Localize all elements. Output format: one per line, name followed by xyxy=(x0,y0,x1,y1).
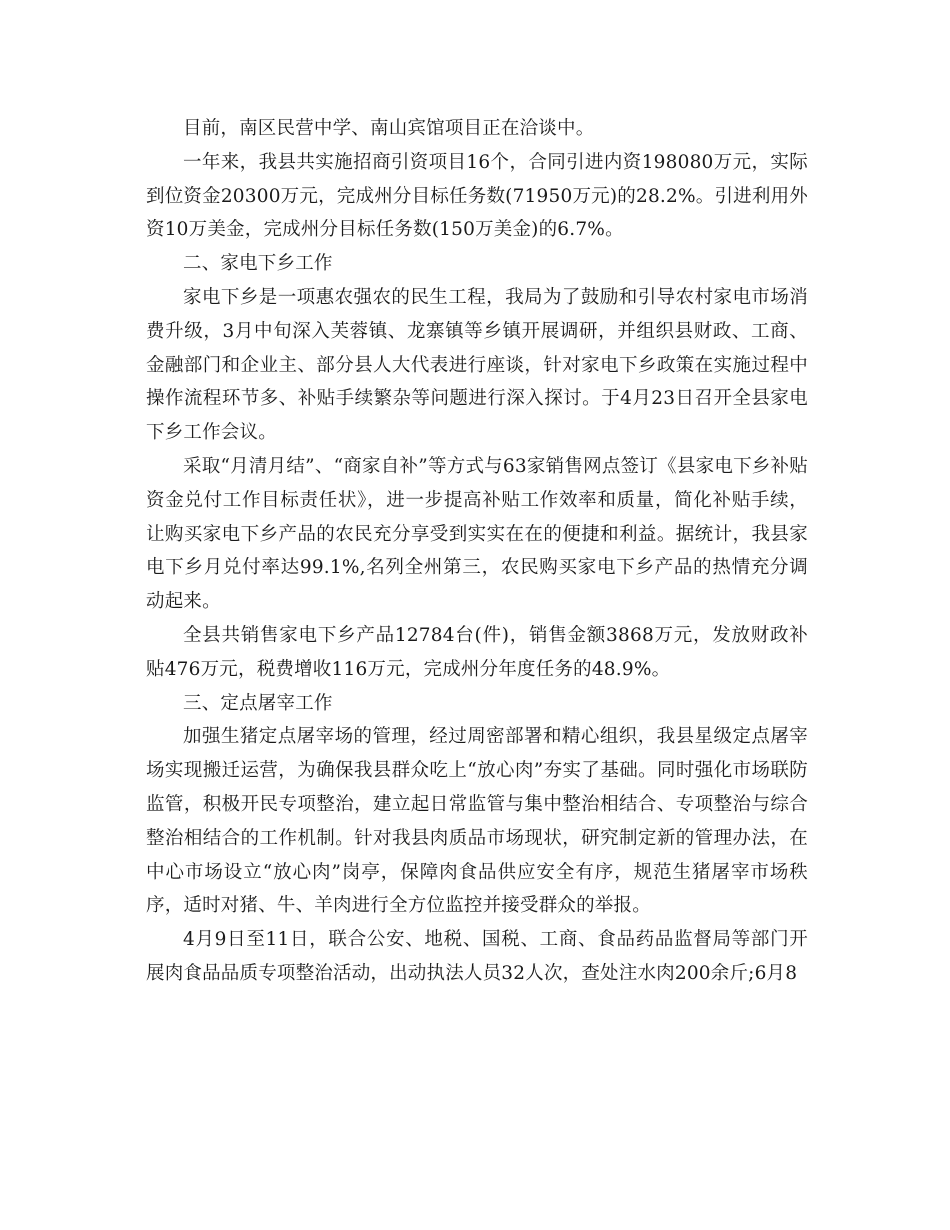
document-page xyxy=(146,112,808,991)
paragraph-slaughter-management: 加强生猪定点屠宰场的管理，经过周密部署和精心组织，我县星级定点屠宰场实现搬迁运营，为确保我县群众吃上“放心肉”夯实了基础。同时强化市场联防监管，积极开民专项整治，建立起日常监管与集中整治相结合、专项整治与综合整治相结合的工作机制。针对我县肉质品市场现状，研究制定新的管理办法，在中心市场设立“放心肉”岗亭，保障肉食品供应安全有序，规范生猪屠宰市场秩序，适时对猪、牛、羊肉进行全方位监控并接受群众的举报。 xyxy=(146,726,808,917)
section-heading-slaughter: 三、定点屠宰工作 xyxy=(183,692,333,714)
paragraph-appliances-subsidy: 采取“月清月结”、“商家自补”等方式与63家销售网点签订《县家电下乡补贴资金兑付工作目标责任状》，进一步提高补贴工作效率和质量，简化补贴手续，让购买家电下乡产品的农民充分享受到实实在在的便捷和利益。据统计，我县家电下乡月兑付率达99.1%,名列全州第三，农民购买家电下乡产品的热情充分调动起来。 xyxy=(146,455,808,613)
paragraph-slaughter-campaign: 4月9日至11日，联合公安、地税、国税、工商、食品药品监督局等部门开展肉食品品质专项整治活动，出动执法人员32人次，查处注水肉200余斤;6月8 xyxy=(146,929,808,984)
paragraph-appliances-sales: 全县共销售家电下乡产品12784台(件)，销售金额3868万元，发放财政补贴476万元，税费增收116万元，完成州分年度任务的48.9%。 xyxy=(146,624,808,680)
paragraph-investment-summary: 一年来，我县共实施招商引资项目16个，合同引进内资198080万元，实际到位资金20300万元，完成州分目标任务数(71950万元)的28.2%。引进利用外资10万美金，完成州分目标任务数(150万美金)的6.7%。 xyxy=(146,151,808,241)
paragraph-project-negotiation: 目前，南区民营中学、南山宾馆项目正在洽谈中。 xyxy=(183,118,595,139)
paragraph-appliances-intro: 家电下乡是一项惠农强农的民生工程，我局为了鼓励和引导农村家电市场消费升级，3月中旬深入芙蓉镇、龙寨镇等乡镇开展调研，并组织县财政、工商、金融部门和企业主、部分县人大代表进行座谈，针对家电下乡政策在实施过程中操作流程环节多、补贴手续繁杂等问题进行深入探讨。于4月23日召开全县家电下乡工作会议。 xyxy=(146,286,808,444)
section-heading-appliances: 二、家电下乡工作 xyxy=(183,253,333,275)
